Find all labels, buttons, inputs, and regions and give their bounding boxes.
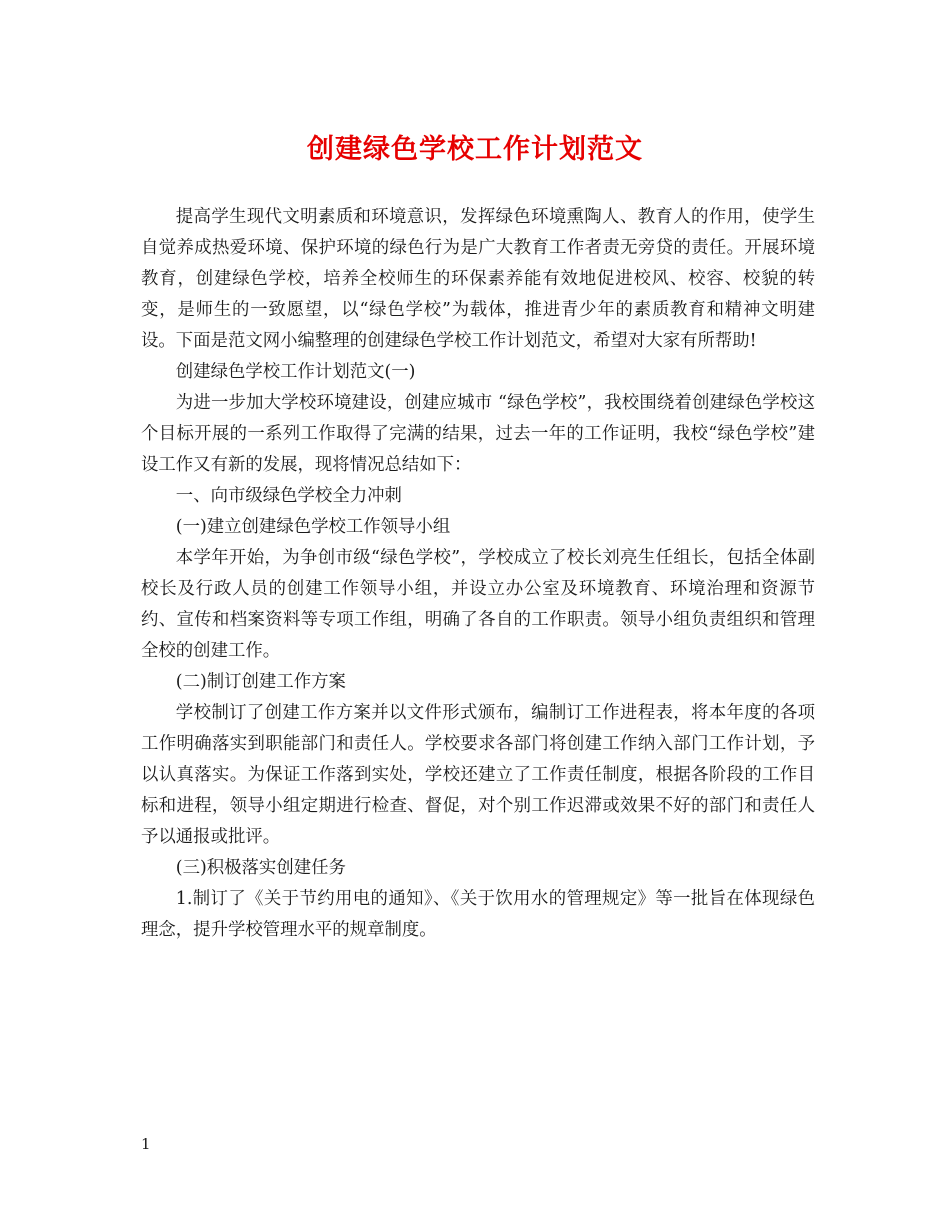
- body-paragraph: 学校制订了创建工作方案并以文件形式颁布，编制订工作进程表，将本年度的各项工作明确落实到职能部门和责任人。学校要求各部门将创建工作纳入部门工作计划，予以认真落实。为保证工作落到实处，学校还建立了工作责任制度，根据各阶段的工作目标和进程，领导小组定期进行检查、督促，对个别工作迟滞或效果不好的部门和责任人予以通报或批评。: [141, 703, 815, 847]
- section-heading: 创建绿色学校工作计划范文(一): [175, 362, 416, 382]
- body-paragraph: 为进一步加大学校环境建设，创建应城市 “绿色学校”，我校围绕着创建绿色学校这个目标开展的一系列工作取得了完满的结果，过去一年的工作证明，我校“绿色学校”建设工作又有新的发展，现将情况总结如下：: [141, 393, 815, 475]
- page-number: 1: [141, 1135, 151, 1153]
- body-paragraph: 1.制订了《关于节约用电的通知》、《关于饮用水的管理规定》等一批旨在体现绿色理念，提升学校管理水平的规章制度。: [141, 889, 815, 940]
- intro-paragraph: 提高学生现代文明素质和环境意识，发挥绿色环境熏陶人、教育人的作用，使学生自觉养成热爱环境、保护环境的绿色行为是广大教育工作者责无旁贷的责任。开展环境教育，创建绿色学校，培养全校师生的环保素养能有效地促进校风、校容、校貌的转变，是师生的一致愿望，以“绿色学校”为载体，推进青少年的素质教育和精神文明建设。下面是范文网小编整理的创建绿色学校工作计划范文，希望对大家有所帮助!: [141, 207, 815, 351]
- body-paragraph: 本学年开始，为争创市级“绿色学校”，学校成立了校长刘亮生任组长，包括全体副校长及行政人员的创建工作领导小组，并设立办公室及环境教育、环境治理和资源节约、宣传和档案资料等专项工作组，明确了各自的工作职责。领导小组负责组织和管理全校的创建工作。: [141, 548, 815, 661]
- document-title: 创建绿色学校工作计划范文: [307, 134, 643, 165]
- section-heading: 一、向市级绿色学校全力冲刺: [175, 486, 402, 506]
- document-body: [141, 202, 815, 946]
- subsection-heading: (二)制订创建工作方案: [175, 672, 346, 692]
- subsection-heading: (一)建立创建绿色学校工作领导小组: [175, 517, 451, 537]
- subsection-heading: (三)积极落实创建任务: [175, 858, 346, 878]
